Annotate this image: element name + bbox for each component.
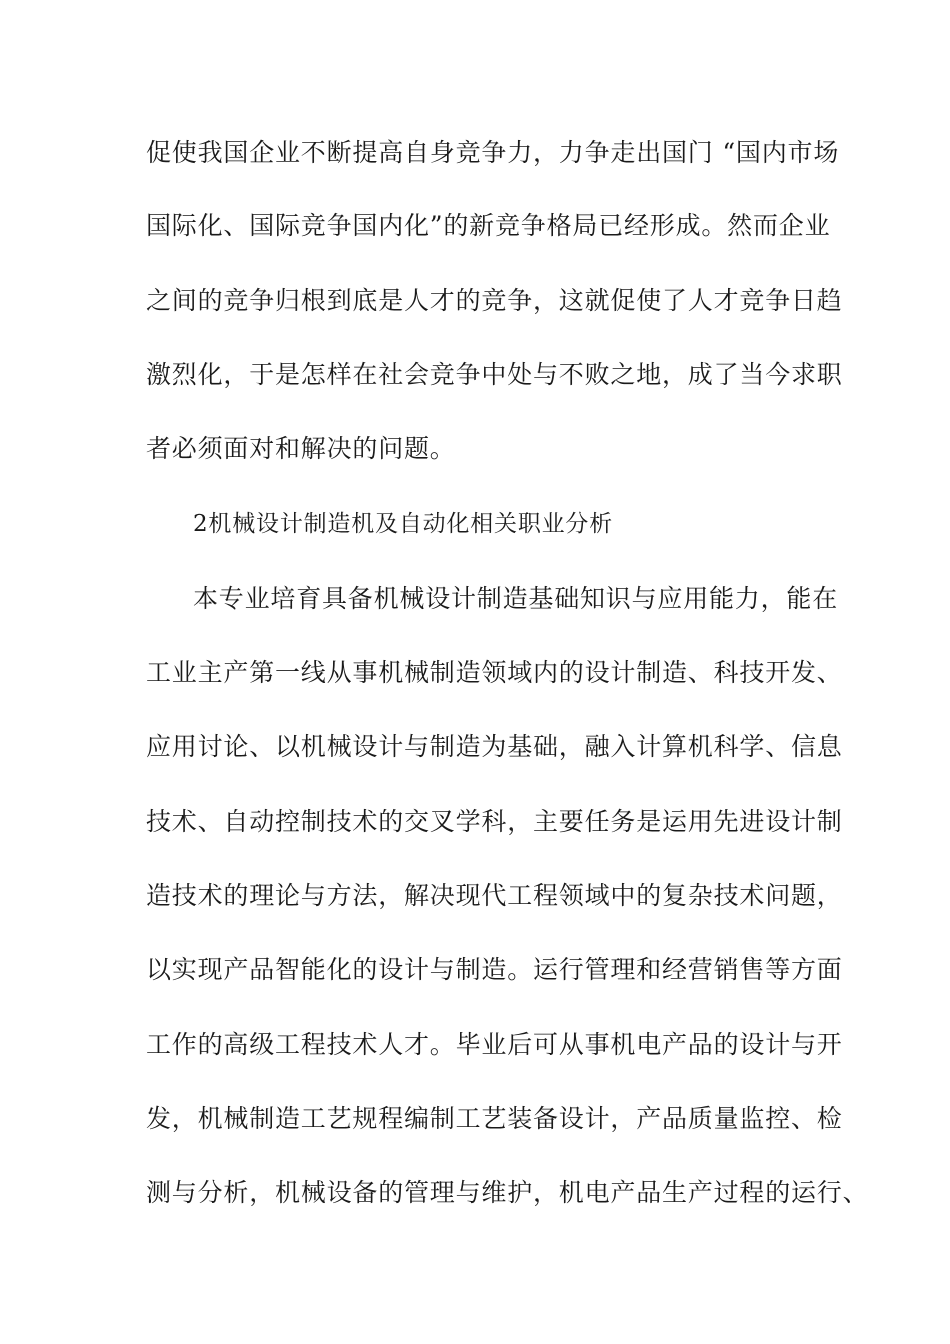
paragraph-2-line-4: 技术、自动控制技术的交叉学科，主要任务是运用先进设计制 xyxy=(146,807,843,836)
paragraph-2-line-7: 工作的高级工程技术人才。毕业后可从事机电产品的设计与开 xyxy=(146,1030,843,1059)
paragraph-1-line-3: 之间的竞争归根到底是人才的竞争，这就促使了人才竞争日趋 xyxy=(146,286,843,315)
paragraph-2-line-2: 工业主产第一线从事机械制造领域内的设计制造、科技开发、 xyxy=(146,658,843,687)
paragraph-2-line-1: 本专业培育具备机械设计制造基础知识与应用能力，能在 xyxy=(193,584,839,613)
paragraph-2-line-6: 以实现产品智能化的设计与制造。运行管理和经营销售等方面 xyxy=(146,955,843,984)
section-heading: 2机械设计制造机及自动化相关职业分析 xyxy=(193,511,614,537)
paragraph-1-line-2: 国际化、国际竞争国内化”的新竞争格局已经形成。然而企业 xyxy=(146,211,831,240)
paragraph-2-line-3: 应用讨论、以机械设计与制造为基础，融入计算机科学、信息 xyxy=(146,732,843,761)
paragraph-2-line-5: 造技术的理论与方法，解决现代工程领域中的复杂技术问题， xyxy=(146,881,843,910)
paragraph-2-line-8: 发，机械制造工艺规程编制工艺装备设计，产品质量监控、检 xyxy=(146,1104,843,1133)
paragraph-1-line-5: 者必须面对和解决的问题。 xyxy=(146,434,456,463)
paragraph-1-line-4: 激烈化，于是怎样在社会竞争中处与不败之地，成了当今求职 xyxy=(146,360,843,389)
paragraph-2-line-9: 测与分析，机械设备的管理与维护，机电产品生产过程的运行、 xyxy=(146,1178,869,1207)
paragraph-1-line-1: 促使我国企业不断提高自身竞争力，力争走出国门 “国内市场 xyxy=(146,138,840,167)
